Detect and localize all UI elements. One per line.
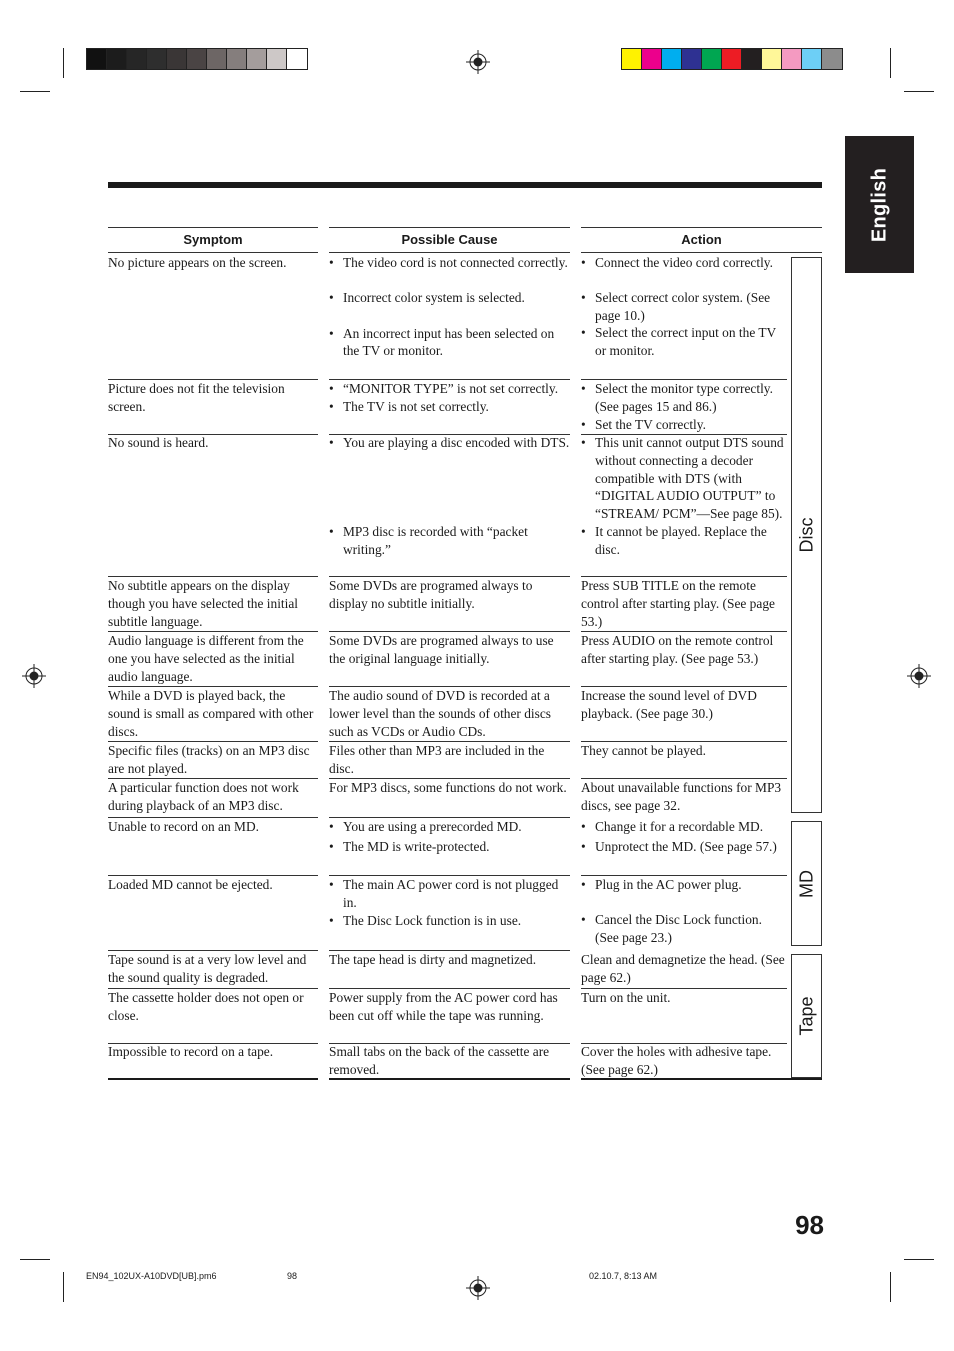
cause-bullet-item: • Incorrect color system is selected.: [329, 289, 525, 305]
cause-bullet-item: • The video cord is not connected correctly.: [329, 255, 568, 270]
cause-cell: Power supply from the AC power cord has been cut off while the tape was running.: [329, 989, 570, 1044]
symptom-cell: Tape sound is at a very low level and the sound quality is degraded.: [108, 951, 318, 989]
action-cell: Press AUDIO on the remote control after starting play. (See page 53.): [581, 632, 787, 687]
symptom-cell: While a DVD is played back, the sound is small as compared with other discs.: [108, 687, 318, 742]
action-bullet-item: • This unit cannot output DTS sound without connecting a decoder compatible with DTS (with “DIGITAL AUDIO OUTPUT” to “STREAM/ PCM”—See page 85).: [581, 435, 784, 522]
action-bullet-item: • Unprotect the MD. (See page 57.): [581, 838, 777, 854]
action-bullet-item: • Select the correct input on the TV or monitor.: [581, 325, 776, 359]
table-bottom-rule: [108, 1078, 318, 1080]
crop-mark: [890, 1272, 891, 1302]
action-bullet-item: • Select the monitor type correctly. (See pages 15 and 86.): [581, 381, 773, 414]
cause-bullet-item: • You are playing a disc encoded with DTS.: [329, 435, 570, 450]
language-tab-label: English: [868, 167, 890, 242]
crop-mark: [63, 1272, 64, 1302]
color-swatch: [742, 49, 762, 69]
action-bullet-item: • It cannot be played. Replace the disc.: [581, 523, 767, 557]
gray-swatch: [267, 49, 287, 69]
cause-bullet-item: • An incorrect input has been selected on the TV or monitor.: [329, 325, 555, 359]
gray-swatch: [187, 49, 207, 69]
section-label-disc: Disc: [796, 517, 816, 553]
section-label-md: MD: [796, 869, 816, 898]
action-cell: About unavailable functions for MP3 discs, see page 32.: [581, 780, 782, 813]
gray-swatch: [87, 49, 107, 69]
color-swatch: [822, 49, 842, 69]
registration-mark-icon: [466, 1276, 490, 1300]
cause-cell: [329, 876, 570, 951]
gray-swatch: [167, 49, 187, 69]
top-rule: [108, 182, 822, 188]
symptom-cell: Unable to record on an MD.: [108, 818, 318, 876]
color-swatch: [682, 49, 702, 69]
crop-mark: [904, 1259, 934, 1260]
cause-cell: [329, 380, 570, 435]
color-swatch: [622, 49, 642, 69]
cause-cell: [329, 254, 570, 380]
gray-swatch: [247, 49, 267, 69]
cause-bullet-item: • You are using a prerecorded MD.: [329, 819, 522, 834]
footer-page: 98: [287, 1271, 298, 1281]
action-cell: They cannot be played.: [581, 742, 787, 779]
action-cell: Increase the sound level of DVD playback. (See page 30.): [581, 687, 787, 742]
color-swatch: [642, 49, 662, 69]
action-cell: [581, 254, 787, 380]
gray-swatch: [127, 49, 147, 69]
symptom-cell: No picture appears on the screen.: [108, 254, 318, 380]
registration-mark-icon: [22, 664, 46, 688]
color-swatch: [702, 49, 722, 69]
action-cell: [581, 818, 787, 876]
action-bullet-item: • Connect the video cord correctly.: [581, 255, 773, 270]
cause-bullet-item: • “MONITOR TYPE” is not set correctly.: [329, 381, 559, 396]
symptom-cell: Picture does not fit the television screen.: [108, 380, 318, 435]
section-box-md: [791, 821, 822, 946]
action-bullet-item: • Change it for a recordable MD.: [581, 819, 764, 834]
section-box-tape: [791, 954, 822, 1078]
cause-cell: Files other than MP3 are included in the disc.: [329, 742, 570, 779]
action-cell: Clean and demagnetize the head. (See page 62.): [581, 951, 787, 989]
cause-cell: Some DVDs are programed always to use the original language initially.: [329, 632, 570, 687]
cause-cell: Small tabs on the back of the cassette are removed.: [329, 1044, 550, 1077]
color-swatch: [722, 49, 742, 69]
cause-cell: [329, 818, 570, 876]
action-cell: [581, 380, 787, 435]
crop-mark: [63, 48, 64, 78]
crop-mark: [904, 91, 934, 92]
action-cell: [581, 434, 787, 577]
cause-cell: For MP3 discs, some functions do not work.: [329, 779, 570, 818]
cause-cell: [329, 434, 570, 577]
gray-swatch: [147, 49, 167, 69]
section-box-disc: [791, 257, 822, 813]
color-swatch: [802, 49, 822, 69]
color-swatch: [662, 49, 682, 69]
header-action: Action: [581, 227, 822, 253]
header-symptom: Symptom: [108, 227, 318, 253]
symptom-cell: No sound is heard.: [108, 434, 318, 577]
action-bullet-item: • Select correct color system. (See page 10.): [581, 289, 771, 323]
cause-bullet-item: • The MD is write-protected.: [329, 838, 490, 854]
grayscale-bar: [86, 48, 308, 70]
symptom-cell: No subtitle appears on the display though you have selected the initial subtitle language.: [108, 577, 318, 632]
action-bullet-item: • Plug in the AC power plug.: [581, 877, 742, 892]
footer-timestamp: 02.10.7, 8:13 AM: [589, 1271, 658, 1281]
action-cell: [581, 876, 787, 951]
cause-bullet-item: • The TV is not set correctly.: [329, 398, 489, 414]
crop-mark: [20, 91, 50, 92]
cause-cell: The audio sound of DVD is recorded at a lower level than the sounds of other discs such as VCDs or Audio CDs.: [329, 687, 570, 742]
gray-swatch: [207, 49, 227, 69]
action-cell: Cover the holes with adhesive tape. (See page 62.): [581, 1044, 772, 1077]
symptom-cell: Specific files (tracks) on an MP3 disc are not played.: [108, 742, 318, 779]
page-number: 98: [795, 1210, 824, 1240]
language-tab: [845, 136, 914, 273]
gray-swatch: [287, 49, 307, 69]
table-bottom-rule: [329, 1078, 570, 1080]
action-cell: Turn on the unit.: [581, 989, 787, 1044]
section-label-tape: Tape: [796, 996, 816, 1036]
symptom-cell: Audio language is different from the one you have selected as the initial audio language.: [108, 632, 318, 687]
cause-cell: The tape head is dirty and magnetized.: [329, 951, 570, 989]
symptom-cell: A particular function does not work during playback of an MP3 disc.: [108, 779, 318, 818]
action-bullet-item: • Cancel the Disc Lock function. (See page 23.): [581, 911, 762, 945]
gray-swatch: [227, 49, 247, 69]
registration-mark-icon: [907, 664, 931, 688]
color-swatch: [762, 49, 782, 69]
color-bar: [621, 48, 843, 70]
cause-bullet-item: • The main AC power cord is not plugged in.: [329, 877, 559, 910]
action-cell: Press SUB TITLE on the remote control after starting play. (See page 53.): [581, 577, 787, 632]
cause-bullet-item: • MP3 disc is recorded with “packet writing.”: [329, 523, 528, 557]
footer-file-name: EN94_102UX-A10DVD[UB].pm6: [86, 1271, 217, 1281]
action-bullet-item: • Set the TV correctly.: [581, 416, 706, 432]
symptom-cell: Impossible to record on a tape.: [108, 1044, 274, 1059]
symptom-cell: Loaded MD cannot be ejected.: [108, 876, 318, 951]
gray-swatch: [107, 49, 127, 69]
symptom-cell: The cassette holder does not open or close.: [108, 989, 318, 1044]
crop-mark: [20, 1259, 50, 1260]
crop-mark: [890, 48, 891, 78]
cause-bullet-item: • The Disc Lock function is in use.: [329, 912, 522, 928]
table-bottom-rule: [581, 1078, 822, 1080]
header-possible-cause: Possible Cause: [329, 227, 570, 253]
color-swatch: [782, 49, 802, 69]
cause-cell: Some DVDs are programed always to display no subtitle initially.: [329, 577, 570, 632]
registration-mark-icon: [466, 50, 490, 74]
